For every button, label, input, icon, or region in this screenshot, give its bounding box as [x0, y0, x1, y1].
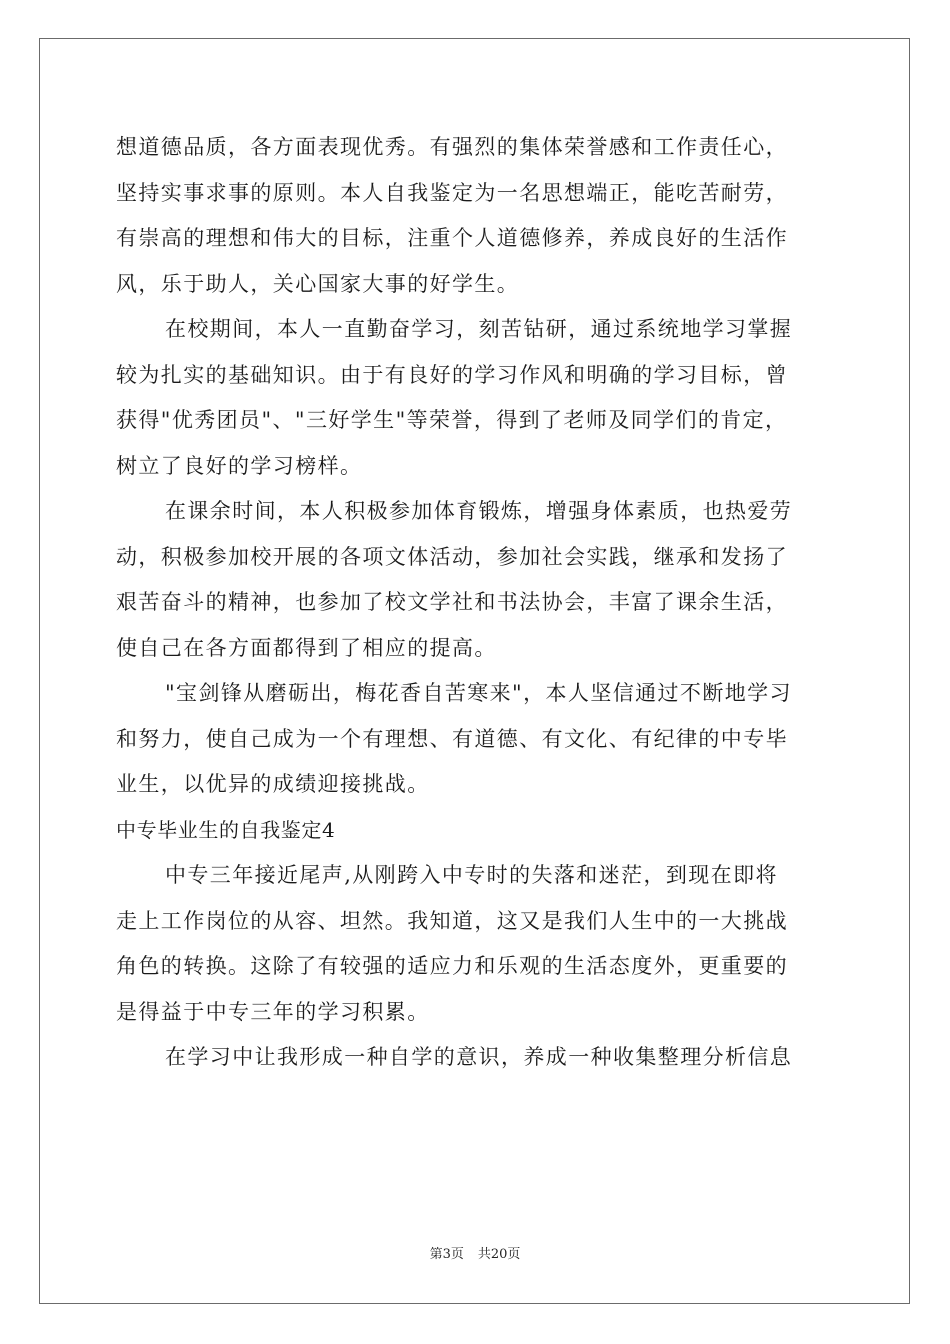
text-line: 角色的转换。这除了有较强的适应力和乐观的生活态度外，更重要的	[116, 954, 788, 978]
text-line: 想道德品质，各方面表现优秀。有强烈的集体荣誉感和工作责任心，	[116, 135, 788, 159]
text-line: 风，乐于助人，关心国家大事的好学生。	[116, 271, 520, 296]
text-line: 中专三年接近尾声,从刚跨入中专时的失落和迷茫，到现在即将	[165, 863, 778, 887]
text-line: 在课余时间，本人积极参加体育锻炼，增强身体素质，也热爱劳	[165, 499, 793, 523]
text-line: 树立了良好的学习榜样。	[116, 453, 363, 478]
text-line: 在校期间，本人一直勤奋学习，刻苦钻研，通过系统地学习掌握	[165, 317, 793, 341]
text-line: 和努力，使自己成为一个有理想、有道德、有文化、有纪律的中专毕	[116, 726, 788, 751]
text-line: 获得"优秀团员"、"三好学生"等荣誉，得到了老师及同学们的肯定，	[116, 408, 788, 432]
text-line: "宝剑锋从磨砺出，梅花香自苦寒来"，本人坚信通过不断地学习	[165, 681, 792, 705]
text-line: 是得益于中专三年的学习积累。	[116, 999, 430, 1024]
text-line: 较为扎实的基础知识。由于有良好的学习作风和明确的学习目标，曾	[116, 362, 788, 387]
text-line: 业生，以优异的成绩迎接挑战。	[116, 772, 430, 796]
text-line: 艰苦奋斗的精神，也参加了校文学社和书法协会，丰富了课余生活，	[116, 590, 788, 614]
text-line: 走上工作岗位的从容、坦然。我知道，这又是我们人生中的一大挑战	[116, 908, 788, 933]
text-line: 在学习中让我形成一种自学的意识，养成一种收集整理分析信息	[165, 1045, 793, 1069]
page-number: 第3页	[429, 1247, 464, 1262]
text-line: 有崇高的理想和伟大的目标，注重个人道德修养，养成良好的生活作	[116, 226, 788, 250]
section-heading: 中专毕业生的自我鉴定4	[116, 817, 336, 842]
document-body	[116, 125, 836, 1081]
page-total: 共20页	[477, 1247, 521, 1262]
page-footer	[0, 1245, 950, 1265]
text-line: 使自己在各方面都得到了相应的提高。	[116, 635, 497, 660]
text-line: 动，积极参加校开展的各项文体活动，参加社会实践，继承和发扬了	[116, 544, 788, 569]
text-line: 坚持实事求事的原则。本人自我鉴定为一名思想端正，能吃苦耐劳，	[116, 180, 788, 205]
